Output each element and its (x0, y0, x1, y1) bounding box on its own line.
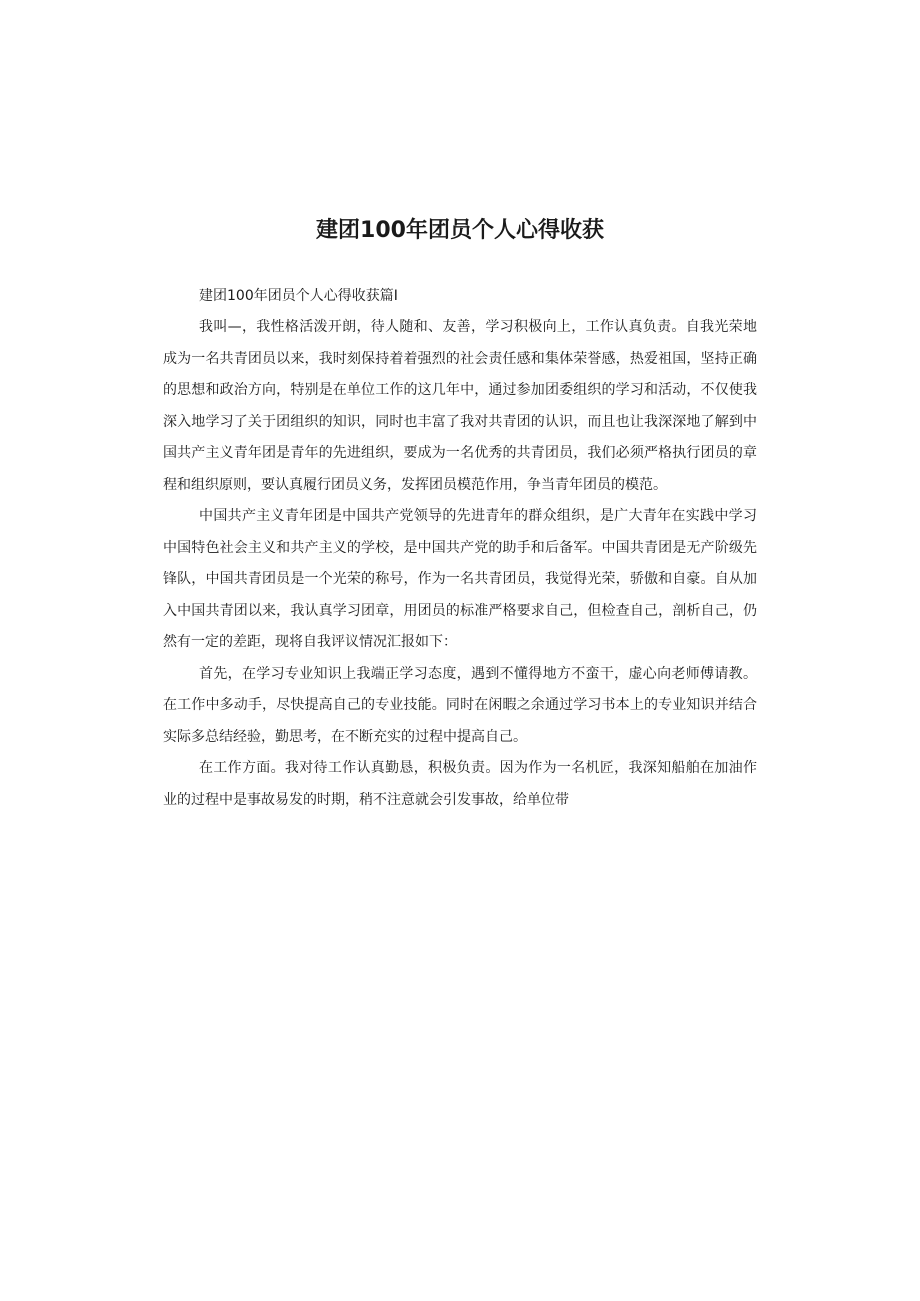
document-title: 建团100年团员个人心得收获 (316, 218, 604, 243)
paragraph-3: 首先，在学习专业知识上我端正学习态度，遇到不懂得地方不蛮干，虚心向老师傅请教。在工作中多动手，尽快提高自己的专业技能。同时在闲暇之余通过学习书本上的专业知识并结合实际多总结经验，勤思考，在不断充实的过程中提高自己。 (163, 665, 757, 745)
paragraph-2: 中国共产主义青年团是中国共产党领导的先进青年的群众组织，是广大青年在实践中学习中国特色社会主义和共产主义的学校，是中国共产党的助手和后备军。中国共青团是无产阶级先锋队，中国共青团员是一个光荣的称号，作为一名共青团员，我觉得光荣，骄傲和自豪。自从加入中国共青团以来，我认真学习团章，用团员的标准严格要求自己，但检查自己，剖析自己，仍然有一定的差距，现将自我评议情况汇报如下： (163, 508, 757, 650)
paragraph-1: 我叫—，我性格活泼开朗，待人随和、友善，学习积极向上，工作认真负责。自我光荣地成为一名共青团员以来，我时刻保持着着强烈的社会责任感和集体荣誉感，热爱祖国，坚持正确的思想和政治方向，特别是在单位工作的这几年中，通过参加团委组织的学习和活动，不仅使我深入地学习了关于团组织的知识，同时也丰富了我对共青团的认识，而且也让我深深地了解到中国共产主义青年团是青年的先进组织，要成为一名优秀的共青团员，我们必须严格执行团员的章程和组织原则，要认真履行团员义务，发挥团员模范作用，争当青年团员的模范。 (163, 319, 757, 493)
document-body (163, 281, 757, 816)
paragraph-4: 在工作方面。我对待工作认真勤恳，积极负责。因为作为一名机匠，我深知船舶在加油作业的过程中是事故易发的时期，稍不注意就会引发事故，给单位带 (163, 760, 757, 808)
section-heading: 建团100年团员个人心得收获篇I (199, 288, 398, 304)
